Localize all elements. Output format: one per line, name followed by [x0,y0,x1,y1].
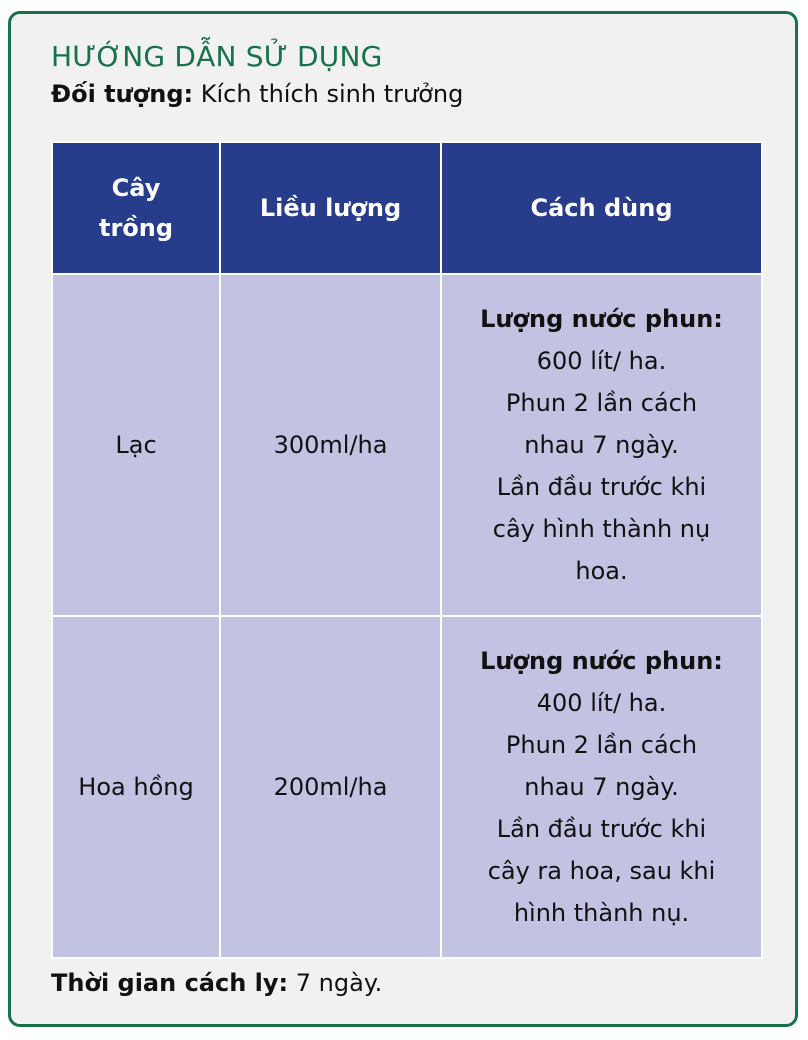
column-header-dosage: Liều lượng [220,142,441,274]
page-title: HƯỚNG DẪN SỬ DỤNG [51,40,383,73]
usage-table [51,141,763,959]
table-header-row [52,142,762,274]
instruction-card [8,11,798,1027]
quarantine-value: 7 ngày. [295,969,383,997]
usage-cell [441,616,762,958]
usage-cell [441,274,762,616]
column-header-usage: Cách dùng [441,142,762,274]
usage-line: Phun 2 lần cách [505,389,698,417]
crop-cell: Lạc [52,274,220,616]
table-row [52,616,762,958]
usage-heading: Lượng nước phun: [480,647,723,675]
crop-cell: Hoa hồng [52,616,220,958]
usage-heading: Lượng nước phun: [480,305,723,333]
usage-line: nhau 7 ngày. [524,431,679,459]
usage-line: cây ra hoa, sau khi [487,857,716,885]
quarantine-label: Thời gian cách ly: [51,969,289,997]
subject-value: Kích thích sinh trưởng [200,80,464,108]
quarantine-line [51,969,382,997]
dosage-cell: 200ml/ha [220,616,441,958]
dosage-cell: 300ml/ha [220,274,441,616]
subject-line [51,80,463,108]
table-row [52,274,762,616]
usage-line: hình thành nụ. [513,899,690,927]
usage-line: Phun 2 lần cách [505,731,698,759]
usage-line: 400 lít/ ha. [536,689,667,717]
usage-line: Lần đầu trước khi [496,473,707,501]
usage-line: hoa. [575,557,628,585]
usage-line: nhau 7 ngày. [524,773,679,801]
usage-line: Lần đầu trước khi [496,815,707,843]
subject-label: Đối tượng: [51,80,194,108]
usage-line: cây hình thành nụ [492,515,711,543]
column-header-crop: Cây trồng [52,142,220,274]
usage-line: 600 lít/ ha. [536,347,667,375]
